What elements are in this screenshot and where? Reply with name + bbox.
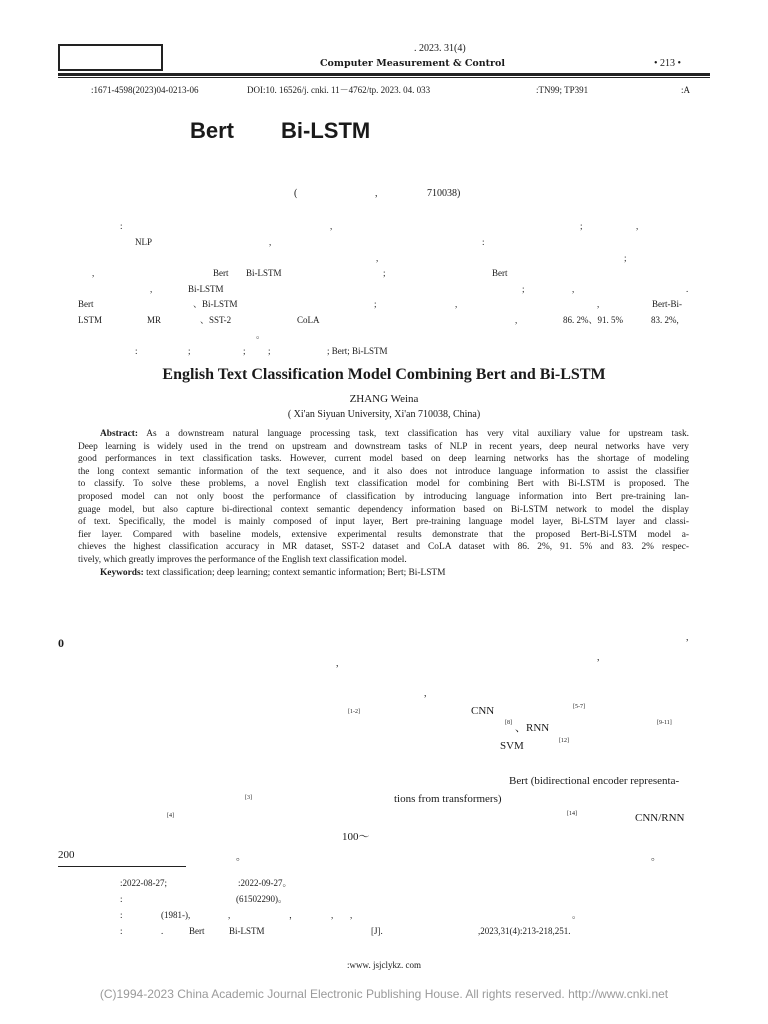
cn-abstract-frag: Bi-LSTM — [188, 284, 224, 294]
footnote-frag: 。 — [572, 910, 582, 920]
footnote-cite-bilstm: Bi-LSTM — [229, 926, 265, 936]
header-rule-thin — [58, 77, 710, 78]
footnote-frag: , — [228, 910, 231, 920]
cn-abstract-frag: , — [572, 284, 575, 294]
footnote-cite-colon: : — [120, 926, 123, 936]
cn-title-part2: Bi-LSTM — [281, 118, 371, 143]
footnote-cite-bert: Bert — [189, 926, 205, 936]
footnote-received: :2022-08-27; — [120, 878, 167, 888]
cn-abstract-frag: , — [636, 221, 639, 231]
cn-abstract-frag: , — [150, 284, 153, 294]
citation-ref: [9-11] — [657, 720, 672, 726]
english-keywords: text classification; deep learning; context semantic information; Bert; Bi-LSTM — [146, 567, 446, 578]
cn-abstract-frag: ; — [383, 268, 386, 278]
cn-abstract-frag: , — [455, 299, 458, 309]
english-title: English Text Classification Model Combining Bert and Bi-LSTM — [162, 366, 606, 383]
cn-keywords-frag: : — [135, 346, 138, 356]
cn-keywords-frag: ; — [243, 346, 246, 356]
citation-ref: [14] — [567, 811, 577, 817]
footnote-frag: ， — [289, 910, 299, 920]
english-abstract — [78, 428, 689, 579]
body-frag: 。 — [236, 852, 246, 863]
body-frag: , — [336, 658, 339, 669]
cn-abstract-frag: 86. 2%、91. 5% — [563, 315, 623, 325]
cn-affiliation-sep: , — [375, 188, 378, 199]
citation-ref: [1-2] — [348, 709, 360, 715]
citation-ref: [4] — [167, 813, 174, 819]
header-page-number: • 213 • — [654, 58, 682, 69]
abstract-line: Deep learning is widely used in the trend on upstream and downstream tasks of NLP in recent years, deep neural networks have very — [78, 441, 689, 452]
cn-abstract-frag: LSTM — [78, 315, 103, 325]
header-journal-name: Computer Measurement & Control — [320, 58, 505, 69]
cn-abstract-frag: , — [330, 221, 333, 231]
citation-ref: [12] — [559, 738, 569, 744]
copyright-footer: (C)1994-2023 China Academic Journal Electronic Publishing House. All rights reserved. http://www.cnki.net — [99, 987, 669, 1001]
cn-affiliation-postcode: 710038) — [427, 188, 461, 199]
cn-abstract-frag: , — [597, 299, 600, 309]
abstract-line: guage model, but also capture bi-directional context semantic dependency information based on Bi-LSTM network to model the display — [78, 504, 689, 515]
meta-doi: DOI:10. 16526/j. cnki. 11－4762/tp. 2023. 04. 033 — [247, 85, 431, 95]
cn-abstract-frag: Bert — [492, 268, 508, 278]
journal-website: :www. jsjclykz. com — [347, 960, 421, 970]
body-bert-line1: Bert (bidirectional encoder representa- — [509, 775, 680, 787]
abstract-label: Abstract: — [100, 429, 139, 439]
keywords-label: Keywords: — [100, 567, 144, 578]
body-frag: 。 — [651, 852, 661, 863]
abstract-line: fier layer. Compared with baseline models, extensive experimental results demonstrate that the proposed Bert-Bi-LSTM model a- — [78, 529, 689, 540]
meta-doc-code: :A — [681, 85, 690, 95]
cn-keywords-frag: ; Bert; Bi-LSTM — [327, 346, 388, 356]
footnote-rule — [58, 866, 186, 867]
footnote-bio-year: (1981-), — [161, 910, 191, 920]
cn-keywords-frag: ; — [268, 346, 271, 356]
footnote-cite-j: [J]. — [371, 926, 383, 936]
english-affiliation: ( Xi'an Siyuan University, Xi'an 710038, China) — [287, 409, 481, 420]
cn-abstract-frag: . — [686, 284, 689, 294]
cn-abstract-frag: : — [120, 221, 123, 231]
citation-ref: [3] — [245, 795, 252, 801]
cn-abstract-frag: , — [376, 253, 379, 263]
abstract-line: of text. Specifically, the model is mainly composed of input layer, Bert pre-training language model layer, Bi-LSTM layer and classi- — [78, 517, 689, 528]
cn-abstract-frag: NLP — [135, 237, 153, 247]
body-term-svm: SVM — [500, 740, 524, 752]
footnote-revised: :2022-09-27。 — [238, 878, 292, 888]
body-frag: , — [424, 688, 427, 699]
cn-abstract-frag: Bert — [78, 299, 94, 309]
body-frag: , — [686, 632, 689, 643]
cn-abstract-frag: 。 — [256, 330, 266, 340]
cn-affiliation-paren: ( — [294, 188, 298, 199]
footnote-cite-dot: . — [161, 926, 164, 936]
body-term-cnnrnn: CNN/RNN — [635, 812, 685, 824]
cn-abstract-frag: ; — [522, 284, 525, 294]
header-volume: . 2023. 31(4) — [414, 43, 466, 54]
footnote-cite-info: ,2023,31(4):213-218,251. — [478, 926, 571, 936]
cn-abstract-frag: 、Bi-LSTM — [193, 299, 238, 309]
cn-abstract-frag: , — [515, 315, 518, 325]
abstract-line: the long context semantic information of the text sequence, and it also does not introduce language information to assist the classifier — [78, 466, 689, 477]
body-frag: , — [597, 652, 600, 663]
meta-clc: :TN99; TP391 — [536, 85, 589, 95]
body-range-b: 200 — [58, 849, 75, 861]
cn-abstract-frag: Bert — [213, 268, 229, 278]
cn-abstract-frag: : — [482, 237, 485, 247]
citation-ref: [5-7] — [573, 704, 585, 710]
body-term-cnn: CNN — [471, 705, 495, 717]
cn-abstract-frag: Bi-LSTM — [246, 268, 282, 278]
header-rule-thick — [58, 73, 710, 76]
cn-abstract-frag: , — [269, 237, 272, 247]
footnote-frag: , — [331, 910, 334, 920]
abstract-line: As a downstream natural language processing task, text classification has very vital auxiliary value for upstream task. — [146, 429, 689, 439]
header-logo-box — [58, 44, 163, 71]
cn-abstract-frag: ; — [624, 253, 627, 263]
abstract-line: chieves the highest classification accuracy in MR dataset, SST-2 dataset and CoLA dataset with 86. 2%, 91. 5% and 83. 2% respec- — [78, 542, 689, 553]
cn-abstract-frag: 83. 2%, — [651, 315, 679, 325]
body-bert-line2: tions from transformers) — [394, 793, 502, 805]
cn-abstract-frag: 、SST-2 — [200, 315, 232, 325]
cn-abstract-frag: CoLA — [297, 315, 320, 325]
cn-abstract-frag: ; — [580, 221, 583, 231]
footnote-bio-colon: : — [120, 910, 123, 920]
cn-keywords-frag: ; — [188, 346, 191, 356]
body-range-a: 100～ — [342, 831, 370, 843]
abstract-line: proposed model can not only boost the performance of classification by introducing language information into Bert pre-training lan- — [78, 491, 689, 502]
meta-issn: :1671-4598(2023)04-0213-06 — [91, 85, 199, 95]
abstract-line: to classify. To solve these problems, a novel English text classification model for combining Bert with Bi-LSTM is proposed. The — [78, 479, 689, 490]
cn-abstract-frag: ; — [374, 299, 377, 309]
cn-abstract-frag: , — [92, 268, 95, 278]
citation-ref: [8] — [505, 720, 512, 726]
abstract-line: good performances in text classification tasks. However, current model based on deep learning networks has the shortage of modeling — [78, 454, 689, 465]
section-number: 0 — [58, 636, 64, 650]
cn-abstract-frag: Bert-Bi- — [652, 299, 682, 309]
footnote-fund-colon: : — [120, 894, 123, 904]
footnote-frag: , — [350, 910, 353, 920]
abstract-line: tively, which greatly improves the performance of the English text classification model. — [78, 554, 407, 565]
body-term-rnn: 、RNN — [515, 722, 550, 734]
footnote-fund-number: (61502290)。 — [236, 894, 287, 904]
cn-title-part1: Bert — [190, 118, 235, 143]
english-author: ZHANG Weina — [349, 393, 419, 405]
cn-abstract-frag: MR — [147, 315, 162, 325]
